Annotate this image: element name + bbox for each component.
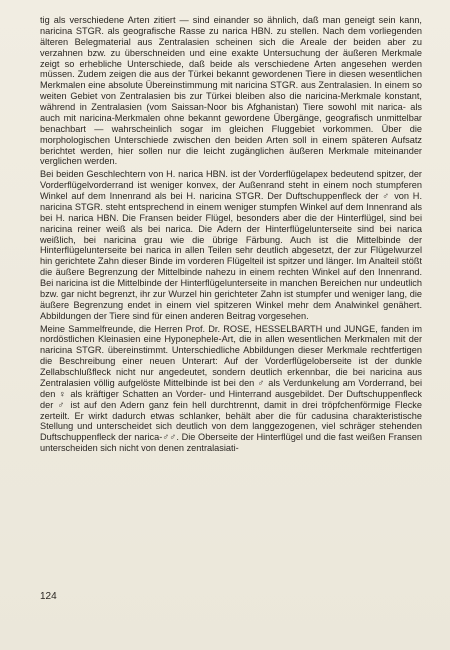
body-text bbox=[40, 15, 422, 454]
page-number: 124 bbox=[40, 591, 57, 602]
paragraph-2: Bei beiden Geschlechtern von H. narica HBN. ist der Vorderflügelapex bedeutend spitzer, der Vorderflügelvorderrand ist weniger konvex, der Außenrand steht in einem noch stumpferen Winkel auf dem Innenrand als bei H. naricina STGR. Der Duftschuppenfleck der ♂ von H. naricina STGR. steht entsprechend in einem weniger stumpfen Winkel auf dem Innenrand als bei H. narica HBN. Die Fransen beider Flügel, besonders aber die der Hinterflügel, sind bei naricina reiner weiß als bei narica. Die Adern der Hinterflügelunterseite sind bei narica weißlich, bei naricina grau wie die übrige Färbung. Auch ist die Mittelbinde der Hinterflügelunterseite bei narica in allen Teilen sehr deutlich abgesetzt, der zur Flügelwurzel hin gerichtete Zahn dieser Binde im vorderen Flügelteil ist spitzer und länger. Im Analteil stößt die äußere Begrenzung der Mittelbinde nahezu in einem rechten Winkel auf den Innenrand. Bei naricina ist die Mittelbinde der Hinterflügelunterseite in manchen Bereichen nur undeutlich bzw. gar nicht begrenzt, ihr zur Wurzel hin gerichteter Zahn ist stumpfer und weniger lang, die äußere Begrenzung endet in einem viel spitzeren Winkel mehr dem Analwinkel genähert. Abbildungen der Tiere sind für einen anderen Beitrag vorgesehen. bbox=[40, 169, 422, 321]
paragraph-3: Meine Sammelfreunde, die Herren Prof. Dr. ROSE, HESSELBARTH und JUNGE, fanden im nordöstlichen Kleinasien eine Hyponephele-Art, die in allen wesentlichen Merkmalen mit der naricina STGR. übereinstimmt. Unterschiedliche Abbildungen dieser Merkmale rechtfertigen die Beschreibung einer neuen Unterart: Auf der Vorderflügeloberseite ist der dunkle Zellabschlußfleck nicht nur angedeutet, sondern deutlich erkennbar, die bei naricina aus Zentralasien völlig aufgelöste Mittelbinde ist bei den ♂ als Verdunkelung am Vorderrand, bei den ♀ als kräftiger Schatten an Vorder- und Hinterrand ausgebildet. Der Duftschuppenfleck der ♂ ist auf den Adern ganz fein hell durchtrennt, damit in drei tröpfchenförmige Flecke zerteilt. Er wirkt dadurch etwas schlanker, behält aber die für cadusina charakteristische Stellung und unterscheidet sich deutlich von dem langgezogenen, viel schräger stehenden Duftschuppenfleck der narica-♂♂. Die Oberseite der Hinterflügel und die fast weißen Fransen unterscheiden sich nicht von denen zentralasiati- bbox=[40, 323, 422, 454]
paragraph-1: tig als verschiedene Arten zitiert — sind einander so ähnlich, daß man geneigt sein kann, naricina STGR. als geografische Rasse zu narica HBN. zu stellen. Nach dem vorliegenden älteren Belegmaterial aus Zentralasien scheinen sich die Areale der beiden aber zu verzahnen bzw. zu überschneiden und eine exakte Untersuchung der äußeren Merkmale zeigt so erhebliche Unterschiede, daß beide als verschiedene Arten angesehen werden müssen. Zudem zeigen die aus der Türkei bekannt gewordenen Tiere in diesen wesentlichen Merkmalen eine absolute Übereinstimmung mit naricina STGR. aus Zentralasien. In einem so weiten Gebiet von Zentralasien bis zur Türkei bleiben also die naricina-Merkmale konstant, während in Zentralasien (vom Saissan-Noor bis Afghanistan) Tiere sowohl mit narica- als auch mit naricina-Merkmalen ohne bekannt gewordene Übergänge, geografisch unmittelbar benachbart — wahrscheinlich sogar im gleichen Fluggebiet vorkommen. Über die morphologischen Unterschiede zwischen den beiden Arten soll in einem späteren Aufsatz berichtet werden, hier sollen nur die leicht zugänglichen äußeren Merkmale miteinander verglichen werden. bbox=[40, 15, 422, 167]
